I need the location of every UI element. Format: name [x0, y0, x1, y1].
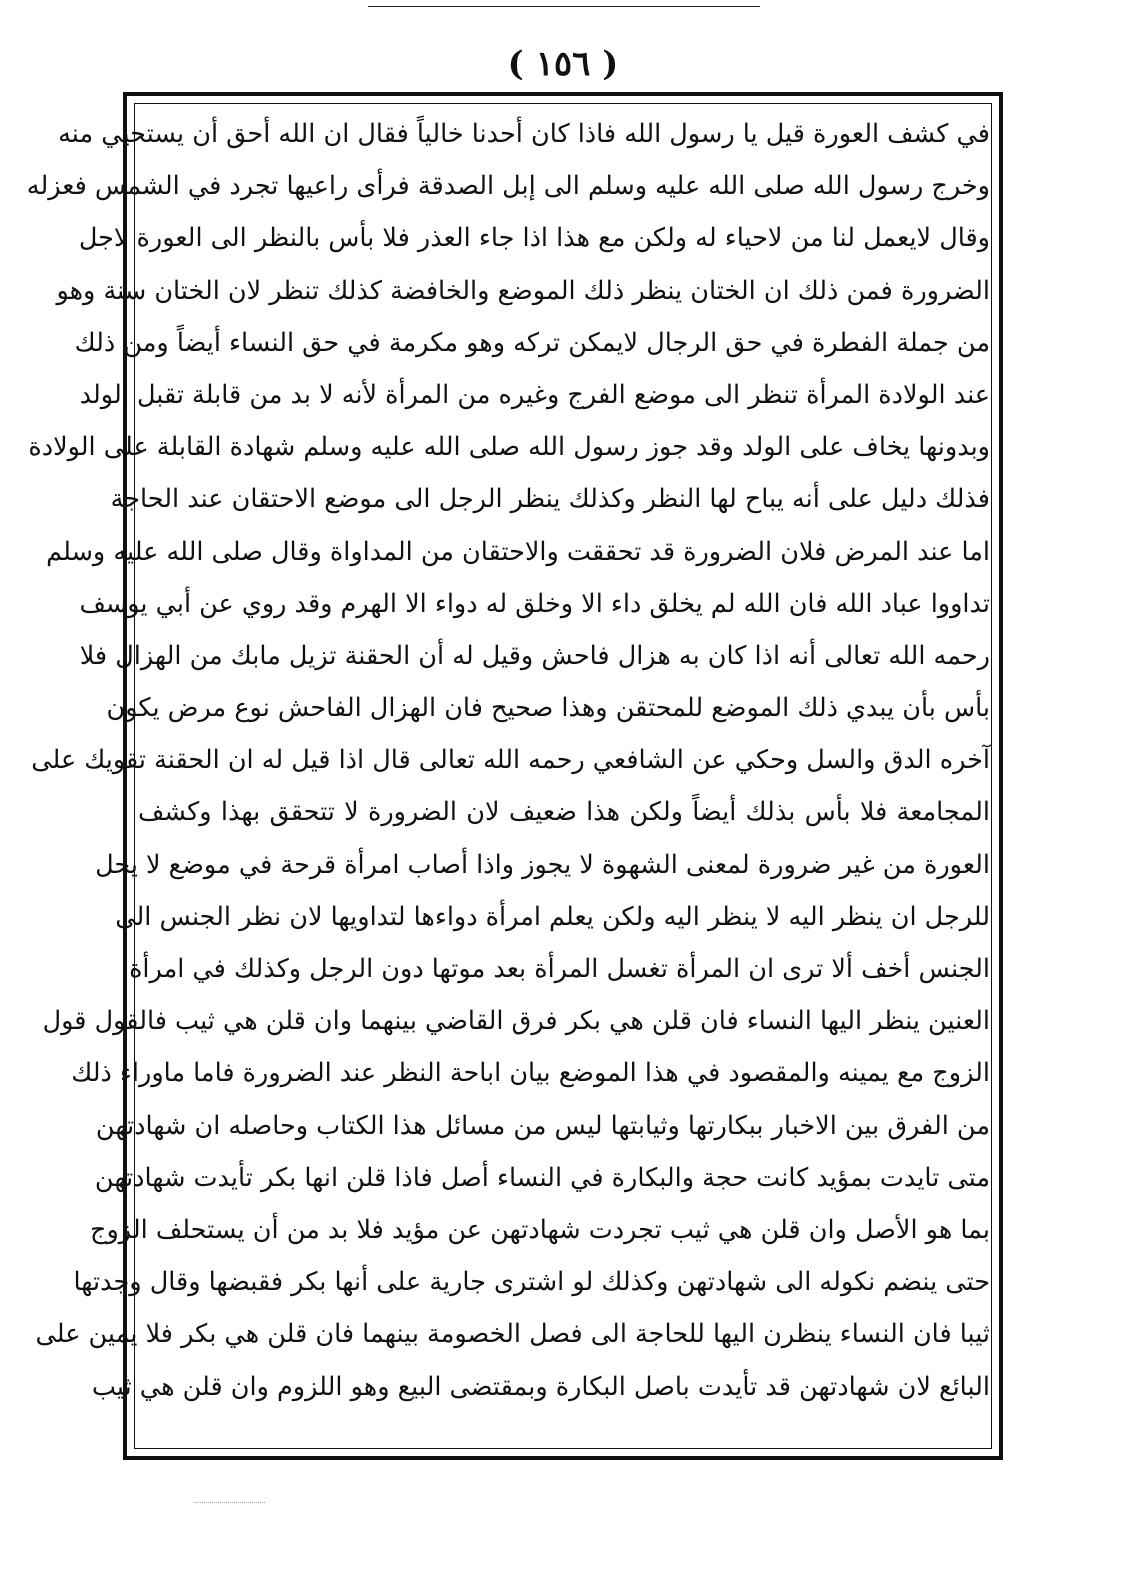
text-line: الضرورة فمن ذلك ان الختان ينظر ذلك الموضع والخافضة كذلك تنظر لان الختان سنة وهو — [56, 275, 990, 306]
text-line: الجنس أخف ألا ترى ان المرأة تغسل المرأة بعد موتها دون الرجل وكذلك في امرأة — [129, 954, 990, 984]
top-rule — [368, 6, 760, 7]
text-line: وخرج رسول الله صلى الله عليه وسلم الى إبل الصدقة فرأى راعيها تجرد في الشمس فعزله — [26, 171, 990, 202]
text-line: للرجل ان ينظر اليه لا ينظر اليه ولكن يعلم امرأة دواءها لتداويها لان نظر الجنس الى — [115, 901, 990, 932]
text-line: من الفرق بين الاخبار ببكارتها وثيابتها ليس من مسائل هذا الكتاب وحاصله ان شهادتهن — [95, 1110, 990, 1141]
text-line: من جملة الفطرة في حق الرجال لايمكن تركه وهو مكرمة في حق النساء أيضاً ومن ذلك — [74, 327, 990, 358]
page-number: ( ١٥٦ ) — [507, 44, 619, 84]
text-line: آخره الدق والسل وحكي عن الشافعي رحمه الله تعالى قال اذا قيل له ان الحقنة تقويك على — [31, 745, 990, 776]
text-line: العورة من غير ضرورة لمعنى الشهوة لا يجوز واذا أصاب امرأة قرحة في موضع لا يحل — [95, 849, 990, 880]
text-line: وقال لايعمل لنا من لاحياء له ولكن مع هذا اذا جاء العذر فلا بأس بالنظر الى العورة لاجل — [78, 223, 990, 254]
text-line: بما هو الأصل وان قلن هي ثيب تجردت شهادتهن عن مؤيد فلا بد من أن يستحلف الزوج — [90, 1214, 990, 1245]
text-line: فذلك دليل على أنه يباح لها النظر وكذلك ينظر الرجل الى موضع الاحتقان عند الحاجة — [110, 484, 990, 515]
text-line: تداووا عباد الله فان الله لم يخلق داء الا وخلق له دواء الا الهرم وقد روي عن أبي يوسف — [79, 588, 990, 619]
text-line: المجامعة فلا بأس بذلك أيضاً ولكن هذا ضعيف لان الضرورة لا تتحقق بهذا وكشف — [138, 797, 990, 828]
text-line: في كشف العورة قيل يا رسول الله فاذا كان أحدنا خالياً فقال ان الله أحق أن يستحيي منه — [58, 119, 990, 149]
text-line: وبدونها يخاف على الولد وقد جوز رسول الله صلى الله عليه وسلم شهادة القابلة على الولادة — [28, 432, 990, 463]
text-line: اما عند المرض فلان الضرورة قد تحققت والاحتقان من المداواة وقال صلى الله عليه وسلم — [46, 536, 990, 567]
text-line: رحمه الله تعالى أنه اذا كان به هزال فاحش وقيل له أن الحقنة تزيل مابك من الهزال فلا — [79, 640, 990, 671]
scan-mark — [195, 1502, 265, 1503]
text-body — [26, 108, 990, 1448]
text-line: متى تايدت بمؤيد كانت حجة والبكارة في النساء أصل فاذا قلن انها بكر تأيدت شهادتهن — [94, 1162, 990, 1193]
text-line: العنين ينظر اليها النساء فان قلن هي بكر فرق القاضي بينهما وان قلن هي ثيب فالقول قول — [42, 1006, 990, 1037]
text-line: حتى ينضم نكوله الى شهادتهن وكذلك لو اشترى جارية على أنها بكر فقبضها وقال وجدتها — [73, 1267, 990, 1298]
text-line: عند الولادة المرأة تنظر الى موضع الفرج وغيره من المرأة لأنه لا بد من قابلة تقبل الولد — [79, 379, 990, 410]
text-line: ثيبا فان النساء ينظرن اليها للحاجة الى فصل الخصومة بينهما فان قلن هي بكر فلا يمين على — [35, 1319, 990, 1350]
text-line: الزوج مع يمينه والمقصود في هذا الموضع بيان اباحة النظر عند الضرورة فاما ماوراء ذلك — [71, 1058, 990, 1089]
text-line: بأس بأن يبدي ذلك الموضع للمحتقن وهذا صحيح فان الهزال الفاحش نوع مرض يكون — [106, 693, 990, 724]
text-line: البائع لان شهادتهن قد تأيدت باصل البكارة وبمقتضى البيع وهو اللزوم وان قلن هي ثيب — [91, 1371, 990, 1402]
